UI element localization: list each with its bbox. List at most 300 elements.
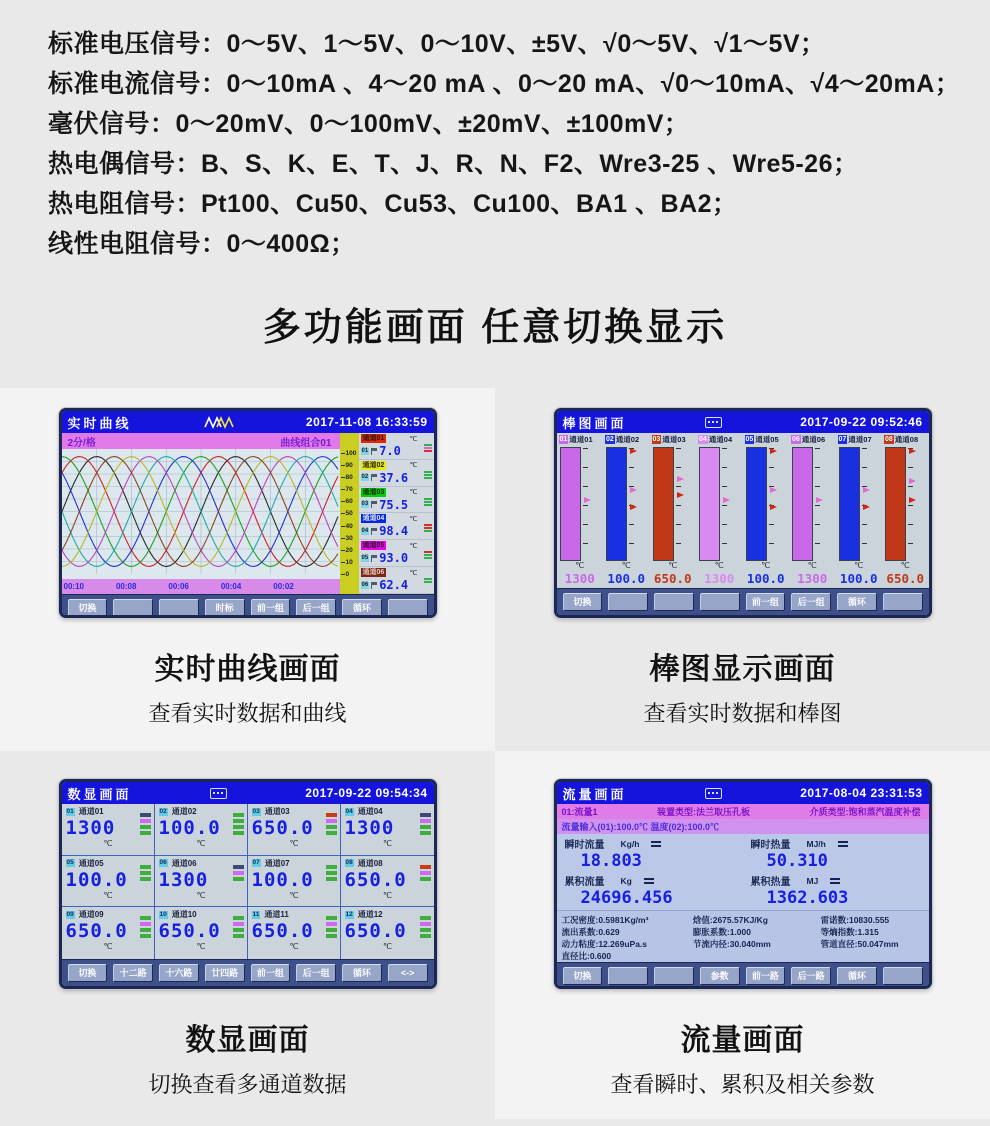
bar-group[interactable]: [789, 446, 836, 561]
caption-title: 棒图显示画面: [649, 653, 836, 686]
alarm-indicator-stack: [326, 813, 337, 835]
tick-mark-icon: [341, 574, 345, 575]
alarm-indicator-stack: [424, 498, 432, 506]
channel-name: 通道03: [264, 807, 290, 816]
channel-number-badge: 12: [345, 910, 353, 918]
alarm-indicator: [424, 530, 432, 532]
digital-channel-cell[interactable]: [248, 907, 341, 959]
screen-button[interactable]: [654, 967, 694, 985]
channel-number-badge: 06: [792, 436, 800, 443]
bar-group[interactable]: [696, 446, 743, 561]
bar-value: 1300: [797, 571, 828, 586]
channel-unit: ℃: [409, 542, 418, 550]
channel-value: 98.4: [379, 524, 409, 539]
tick-mark-icon: [341, 465, 345, 466]
bar-unit: ℃: [621, 561, 631, 570]
screen-button[interactable]: 切换: [68, 964, 108, 982]
alarm-indicator: [326, 825, 337, 829]
channel-number-badge: 04: [361, 527, 369, 534]
bar-buttonbar: [557, 588, 929, 615]
channel-number-badge: 03: [361, 501, 369, 508]
alarm-indicator: [326, 934, 337, 938]
channel-name: 通道05: [78, 858, 104, 868]
channel-number-badge: 06: [159, 859, 167, 867]
bar-unit: ℃: [900, 561, 910, 570]
bar-group[interactable]: [836, 446, 883, 561]
channel-unit: ℃: [103, 839, 113, 848]
cell-header: [252, 859, 337, 868]
digital-channel-cell[interactable]: [62, 907, 155, 959]
alarm-marker-icon: [909, 448, 916, 454]
axis-tick: [341, 498, 359, 505]
time-axis-label: 00:02: [273, 582, 294, 591]
section-heading: 多功能画面 任意切换显示: [262, 307, 728, 349]
flow-parameter: 流出系数:0.629: [561, 927, 620, 937]
cell-header: [252, 807, 337, 816]
bar-group[interactable]: [882, 446, 929, 561]
channel-readout[interactable]: [359, 540, 434, 567]
bar-value: 100.0: [839, 571, 878, 586]
alarm-indicator-stack: [233, 813, 244, 835]
bar-scale-ticks: [815, 448, 820, 559]
alarm-indicator: [424, 527, 432, 529]
channel-name: 通道01: [569, 435, 593, 444]
bar-value: 100.0: [607, 571, 646, 586]
channel-number-badge: 05: [361, 554, 369, 561]
alarm-indicator: [424, 557, 432, 559]
channel-number-badge: 08: [885, 436, 893, 443]
screen-button[interactable]: 前一组: [746, 593, 786, 611]
digital-channel-cell[interactable]: [248, 856, 341, 908]
bar-units-row: [557, 561, 929, 571]
reading-unit: Kg/h: [620, 838, 640, 849]
spec-line: 毫伏信号：0～20mV、0～100mV、±20mV、±100mV；: [48, 110, 690, 138]
channel-name: 通道07: [848, 435, 872, 444]
digital-channel-cell[interactable]: [341, 804, 434, 856]
flow-info-item: 01:流量1: [561, 807, 598, 817]
channel-unit: ℃: [289, 890, 299, 900]
digital-channel-cell[interactable]: [248, 804, 341, 856]
reading-header: [565, 874, 737, 887]
alarm-marker-icon: [909, 497, 916, 503]
axis-tick: [341, 474, 359, 481]
channel-value-row: [361, 524, 432, 538]
axis-tick-label: 70: [345, 486, 353, 494]
screen-button[interactable]: 后一组: [296, 599, 336, 617]
curve-screen: [59, 408, 437, 618]
alarm-indicator: [420, 922, 431, 926]
digital-channel-cell[interactable]: [62, 856, 155, 908]
screen-button[interactable]: [654, 593, 694, 611]
channel-value-row: [361, 578, 432, 592]
usb-icon: [705, 417, 722, 428]
alarm-indicator: [424, 554, 432, 556]
screen-datetime: 2017-08-04 23:31:53: [800, 786, 923, 800]
alarm-indicator: [326, 928, 337, 932]
bar-value: 650.0: [653, 571, 692, 586]
alarm-indicator: [420, 819, 431, 823]
bar-group[interactable]: [603, 446, 650, 561]
screen-button[interactable]: [883, 593, 923, 611]
alarm-marker-icon: [630, 448, 637, 454]
bar-group[interactable]: [650, 446, 697, 561]
screen-button[interactable]: 循环: [342, 964, 382, 982]
reading-label: 累积热量: [750, 877, 791, 888]
channel-name: 通道09: [78, 910, 104, 920]
usb-icon: [210, 788, 227, 799]
alarm-indicator: [424, 471, 432, 473]
screen-button[interactable]: 前一路: [746, 967, 786, 985]
alarm-indicator: [424, 551, 432, 553]
channel-value-row: [361, 444, 432, 458]
alarm-indicator: [233, 819, 244, 823]
alarm-indicator: [140, 865, 151, 869]
alarm-indicator: [233, 825, 244, 829]
channel-header: [361, 541, 432, 550]
alarm-indicator: [424, 524, 432, 526]
channel-number-badge: 02: [159, 807, 167, 815]
alarm-indicator: [233, 922, 244, 926]
channel-header: [361, 488, 432, 497]
axis-tick-label: 10: [345, 558, 353, 566]
alarm-indicator-stack: [326, 865, 337, 881]
screen-button[interactable]: 后一组: [791, 593, 831, 611]
alarm-indicator: [326, 819, 337, 823]
bar-values-row: [557, 571, 929, 588]
menu-icon: [830, 876, 840, 886]
reading-label: 瞬时流量: [564, 840, 605, 851]
reading-unit: MJ: [806, 875, 819, 886]
flag-icon: [371, 555, 377, 562]
channel-name: 通道03: [662, 435, 686, 444]
channel-name: 通道10: [171, 910, 197, 920]
screen-button[interactable]: 十二路: [113, 964, 153, 982]
spec-line: 标准电流信号：0～10mA 、4～20 mA 、0～20 mA、√0～10mA、√4～20mA；: [48, 70, 961, 98]
channel-value: 1300: [344, 817, 395, 839]
digital-grid: [62, 804, 434, 959]
channel-name-badge: 通道01: [362, 435, 385, 442]
alarm-marker-icon: [863, 504, 870, 510]
bar-value: 1300: [564, 571, 595, 586]
curve-group-label[interactable]: 曲线组合01: [280, 437, 332, 449]
caption-title: 流量画面: [680, 1024, 805, 1057]
channel-unit: ℃: [196, 839, 206, 848]
alarm-indicator-stack: [420, 813, 431, 835]
flag-icon: [371, 448, 377, 455]
channel-name: 通道08: [894, 435, 919, 444]
alarm-indicator: [140, 916, 151, 920]
channel-unit: ℃: [196, 942, 206, 952]
channel-unit: ℃: [383, 890, 392, 900]
bar: [560, 447, 581, 561]
channel-name: 通道08: [357, 858, 383, 868]
time-scale-label: 2分/格: [67, 437, 96, 449]
channel-number-badge: 01: [559, 436, 568, 443]
channel-number-badge: 07: [252, 859, 260, 867]
alarm-indicator: [424, 504, 432, 506]
screen-title: 流量画面: [562, 786, 627, 802]
alarm-indicator-stack: [424, 471, 432, 479]
tick-mark-icon: [341, 501, 345, 502]
bar-chart-area: [557, 446, 929, 561]
channel-readout[interactable]: [359, 487, 434, 514]
alarm-indicator: [233, 928, 244, 932]
screen-button[interactable]: [159, 599, 199, 617]
channel-value: 100.0: [65, 868, 128, 891]
alarm-indicator: [140, 825, 151, 829]
bar-unit: ℃: [854, 561, 864, 570]
digital-channel-cell[interactable]: [155, 856, 248, 908]
axis-tick: [341, 510, 359, 517]
bar-channel-label: [696, 434, 743, 445]
alarm-indicator: [424, 498, 432, 500]
flow-info-item: 装置类型:法兰取压孔板: [657, 807, 750, 817]
channel-number-badge: 09: [66, 910, 74, 918]
channel-value-row: [361, 471, 432, 485]
alarm-indicator-stack: [326, 916, 337, 938]
alarm-indicator: [140, 813, 151, 817]
screen-button[interactable]: 时标: [205, 599, 245, 617]
axis-tick: [341, 486, 359, 493]
alarm-indicator: [424, 578, 432, 580]
screen-button[interactable]: 循环: [837, 593, 877, 611]
channel-number-badge: 05: [745, 436, 754, 443]
screen-button[interactable]: 十六路: [159, 964, 199, 982]
alarm-indicator-stack: [233, 916, 244, 938]
screen-button[interactable]: 切换: [68, 599, 108, 617]
bar-channel-label: [836, 434, 883, 445]
caption-subtitle: 查看实时数据和曲线: [148, 701, 347, 726]
cell-header: [159, 859, 244, 868]
flow-parameter: 管道直径:50.047mm: [820, 939, 899, 949]
channel-value: 1300: [158, 868, 209, 891]
channel-unit: ℃: [289, 942, 299, 952]
digital-channel-cell[interactable]: [62, 804, 155, 856]
bar-scale-ticks: [583, 448, 588, 559]
screen-button[interactable]: 前一组: [251, 599, 291, 617]
curve-plot: [62, 449, 340, 574]
flow-parameter: 膨胀系数:1.000: [692, 927, 751, 937]
channel-readout[interactable]: [359, 433, 434, 460]
channel-value: 650.0: [344, 920, 407, 943]
channel-unit: ℃: [383, 839, 392, 848]
curve-main: [62, 433, 434, 594]
screen-button[interactable]: <->: [388, 964, 428, 982]
alarm-indicator: [140, 831, 151, 835]
alarm-indicator: [424, 474, 432, 476]
bar-group[interactable]: [743, 446, 790, 561]
flag-icon: [371, 528, 377, 535]
channel-value: 650.0: [158, 920, 221, 943]
screen-button[interactable]: [388, 599, 428, 617]
channel-name-badge: 通道05: [362, 542, 385, 550]
alarm-indicator-stack: [140, 813, 151, 835]
bar-scale-ticks: [676, 448, 681, 559]
screen-button[interactable]: [700, 593, 740, 611]
alarm-marker-icon: [816, 497, 823, 503]
alarm-indicator: [233, 831, 244, 835]
titlebar-center: [132, 788, 306, 799]
axis-tick: [341, 571, 359, 578]
channel-name-badge: 通道06: [362, 569, 385, 577]
alarm-indicator: [420, 934, 431, 938]
cell-header: [66, 859, 151, 868]
channel-number-badge: 08: [345, 859, 353, 867]
time-axis-label: 00:06: [168, 582, 189, 591]
channel-value: 100.0: [251, 868, 314, 891]
screen-button[interactable]: 循环: [342, 599, 382, 617]
alarm-indicator: [326, 865, 337, 869]
titlebar-center: [132, 416, 306, 429]
digital-section: [0, 751, 495, 1119]
caption-title: 数显画面: [185, 1024, 310, 1057]
alarm-indicator-stack: [140, 916, 151, 938]
cell-header: [252, 910, 337, 919]
alarm-marker-icon: [584, 497, 591, 503]
curve-section: [0, 388, 495, 751]
flow-parameter: 等熵指数:1.315: [820, 927, 879, 937]
tick-mark-icon: [341, 453, 345, 454]
screens-grid: [0, 388, 990, 1119]
bar-section: [495, 388, 990, 751]
alarm-marker-icon: [677, 492, 684, 498]
reading-label: 瞬时热量: [750, 840, 791, 851]
alarm-indicator-stack: [420, 865, 431, 881]
screen-button[interactable]: [608, 967, 648, 985]
channel-name: 通道04: [708, 435, 733, 444]
channel-unit: ℃: [383, 942, 392, 952]
flag-icon: [371, 582, 377, 589]
screen-button[interactable]: 切换: [563, 967, 603, 985]
axis-tick-label: 100: [345, 450, 357, 457]
channel-unit: ℃: [196, 890, 206, 900]
flow-reading: [557, 836, 743, 873]
tick-mark-icon: [341, 538, 345, 539]
digital-titlebar: [62, 782, 434, 804]
flow-parameter: 节流内径:30.040mm: [692, 939, 771, 949]
digital-channel-cell[interactable]: [341, 907, 434, 959]
flow-titlebar: [557, 782, 929, 804]
channel-name: 通道02: [615, 435, 640, 444]
digital-channel-cell[interactable]: [155, 907, 248, 959]
channel-unit: ℃: [409, 435, 418, 443]
alarm-indicator: [326, 922, 337, 926]
bar: [746, 447, 767, 561]
channel-readout[interactable]: [359, 460, 434, 487]
channel-readout[interactable]: [359, 513, 434, 540]
tick-mark-icon: [341, 526, 345, 527]
screen-title: 数显画面: [67, 786, 132, 802]
channel-value: 650.0: [65, 920, 128, 943]
caption-subtitle: 查看实时数据和棒图: [643, 701, 842, 726]
cell-header: [159, 910, 244, 919]
reading-value: 24696.456: [580, 888, 673, 908]
channel-number-badge: 07: [838, 436, 847, 443]
channel-value-row: [361, 551, 432, 565]
channel-value-row: [361, 498, 432, 512]
screen-button[interactable]: 廿四路: [205, 964, 245, 982]
alarm-indicator: [420, 831, 431, 835]
bar-channel-label: [650, 434, 697, 445]
spec-line: 标准电压信号：0～5V、1～5V、0～10V、±5V、√0～5V、√1～5V；: [48, 30, 826, 58]
channel-value: 100.0: [158, 817, 221, 839]
screen-button[interactable]: 后一组: [296, 964, 336, 982]
bar-scale-ticks: [722, 448, 727, 559]
screen-button[interactable]: [883, 967, 923, 985]
alarm-indicator-stack: [424, 551, 432, 559]
flag-icon: [371, 501, 377, 508]
axis-tick: [341, 462, 359, 469]
alarm-marker-icon: [723, 497, 730, 503]
bar: [606, 447, 627, 561]
flow-screen: [554, 779, 932, 989]
flow-reading: [743, 873, 929, 910]
flow-info-line2: 流量输入(01):100.0℃ 温度(02):100.0℃: [557, 819, 929, 834]
screen-button[interactable]: [608, 593, 648, 611]
reading-unit: MJ/h: [806, 838, 826, 849]
screen-datetime: 2017-11-08 16:33:59: [305, 415, 428, 429]
channel-readout[interactable]: [359, 567, 434, 594]
alarm-indicator: [140, 819, 151, 823]
alarm-indicator: [326, 916, 337, 920]
alarm-indicator: [420, 877, 431, 881]
bar: [885, 447, 906, 561]
cell-header: [66, 910, 151, 919]
channel-name-badge: 通道04: [362, 515, 385, 523]
screen-button[interactable]: 循环: [837, 967, 877, 985]
bar: [792, 447, 813, 561]
channel-value: 37.6: [379, 470, 409, 485]
alarm-marker-icon: [630, 504, 637, 510]
channel-number-badge: 03: [652, 436, 661, 443]
bar-channel-label: [557, 434, 604, 445]
channel-value: 650.0: [251, 817, 314, 839]
flow-parameter: 动力粘度:12.269uPa.s: [561, 939, 648, 949]
screen-button[interactable]: 前一组: [251, 964, 291, 982]
bar-group[interactable]: [557, 446, 604, 561]
bar-unit: ℃: [807, 561, 817, 570]
digital-channel-cell[interactable]: [341, 856, 434, 908]
digital-channel-cell[interactable]: [155, 804, 248, 856]
bar-unit: ℃: [668, 561, 678, 570]
caption-title: 实时曲线画面: [154, 653, 341, 686]
alarm-marker-icon: [677, 476, 684, 482]
screen-button[interactable]: [113, 599, 153, 617]
alarm-indicator: [233, 934, 244, 938]
alarm-marker-icon: [770, 448, 777, 454]
alarm-indicator: [424, 444, 432, 446]
reading-label: 累积流量: [564, 877, 605, 888]
flow-parameter: 直径比:0.600: [561, 951, 612, 961]
channel-number-badge: 11: [252, 910, 260, 918]
channel-name: 通道07: [264, 858, 290, 868]
alarm-indicator: [140, 877, 151, 881]
channel-number-badge: 06: [361, 581, 369, 588]
bar: [653, 447, 674, 561]
bar-channel-label: [743, 434, 790, 445]
screen-button[interactable]: 切换: [563, 593, 603, 611]
tick-mark-icon: [341, 513, 345, 514]
bar: [839, 447, 860, 561]
flow-section: [495, 751, 990, 1119]
bar-unit: ℃: [714, 561, 724, 570]
flow-reading: [557, 873, 743, 910]
screen-button[interactable]: 后一路: [791, 967, 831, 985]
axis-tick-label: 20: [345, 546, 353, 554]
alarm-indicator: [233, 865, 244, 869]
bar-scale-ticks: [908, 448, 913, 559]
screen-button[interactable]: 参数: [700, 967, 740, 985]
